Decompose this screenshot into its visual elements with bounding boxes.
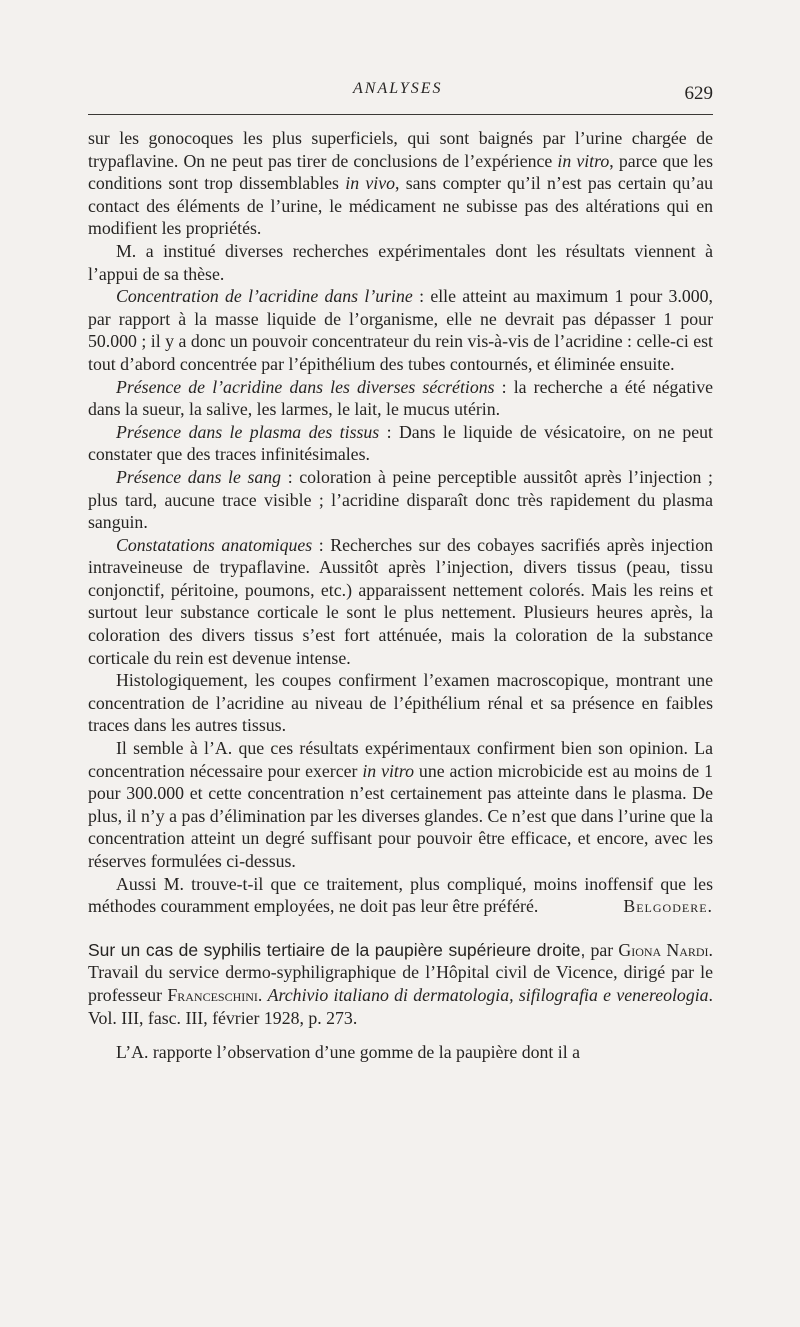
article-professor: Franceschini <box>167 984 258 1005</box>
paragraph-next-article: L’A. rapporte l’observation d’une gomme de la paupière dont il a <box>116 1042 580 1063</box>
article-journal: Archivio italiano di dermatologia, sifilografia e venereologia <box>267 984 709 1005</box>
paragraph-conclusion: Il semble à l’A. que ces résultats expérimentaux confirment bien son opinion. La concentration nécessaire pour exercer in vitro une action microbicide est au moins de 1 pour 300.000 et cette concentration n’est certainement pas atteinte dans le plasma. De plus, il n’y a pas d’élimination par les diverses glandes. Ce n’est que dans l’urine que la concentration atteint un degré suffisant pour pouvoir être efficace, et encore, avec les réserves formulées ci-dessus. <box>88 738 713 871</box>
paragraph-anatomiques: Constatations anatomiques : Recherches sur des cobayes sacrifiés après injection intraveineuse de trypaflavine. Aussitôt après l’injection, divers tissus (peau, tissu conjonctif, péritoine, poumons, etc.) apparaissent nettement colorés. Mais les reins et surtout leur substance corticale le sont le plus nettement. Plusieurs heures après, la coloration des divers tissus s’est fort atténuée, mais la coloration de la substance corticale du rein est devenue intense. <box>88 534 713 668</box>
page-number: 629 <box>684 83 713 104</box>
paragraph-plasma: Présence dans le plasma des tissus : Dans le liquide de vésicatoire, on ne peut constater que des traces infinitésimales. <box>88 421 713 465</box>
paragraph-final: Aussi M. trouve-t-il que ce traitement, plus compliqué, moins inoffensif que les méthodes couramment employées, ne doit pas leur être préféré. Belgodere. <box>88 873 713 917</box>
paragraph-sang: Présence dans le sang : coloration à peine perceptible aussitôt après l’injection ; plus tard, aucune trace visible ; l’acridine disparaît donc très rapidement du plasma sanguin. <box>88 466 713 533</box>
page-body <box>88 127 713 1064</box>
paragraph-secretions: Présence de l’acridine dans les diverses sécrétions : la recherche a été négative dans la sueur, la salive, les larmes, le lait, le mucus utérin. <box>88 376 713 420</box>
paragraph-1: sur les gonocoques les plus superficiels, qui sont baignés par l’urine chargée de trypaflavine. On ne peut pas tirer de conclusions de l’expérience in vitro, parce que les conditions sont trop dissemblables in vivo, sans compter qu’il n’est pas certain qu’au contact des éléments de l’urine, le médicament ne subisse pas des altérations qui en modifient les propriétés. <box>88 128 713 239</box>
paragraph-2: M. a institué diverses recherches expérimentales dont les résultats viennent à l’appui de sa thèse. <box>88 240 713 284</box>
page-header <box>88 80 713 115</box>
running-head: ANALYSES <box>353 80 443 97</box>
article-author: Giona Nardi <box>618 939 709 960</box>
paragraph-concentration: Concentration de l’acridine dans l’urine : elle atteint au maximum 1 pour 3.000, par rapport à la masse liquide de l’organisme, elle ne devrait pas dépasser 1 pour 50.000 ; il y a donc un pouvoir concentrateur du rein vis-à-vis de l’acridine : celle-ci est tout d’abord concentrée par l’épithélium des tubes contournés, et éliminée ensuite. <box>88 286 713 374</box>
signature: Belgodere. <box>623 896 713 917</box>
paragraph-histologie: Histologiquement, les coupes confirment l’examen macroscopique, montrant une concentration de l’acridine au niveau de l’épithélium rénal et sa présence en faibles traces dans les autres tissus. <box>88 670 713 736</box>
article-title: Sur un cas de syphilis tertiaire de la paupière supérieure droite, <box>88 939 586 960</box>
article-entry: Sur un cas de syphilis tertiaire de la paupière supérieure droite, par Giona Nardi. Travail du service dermo-syphiligraphique de l’Hôpital civil de Vicence, dirigé par le professeur Franceschini. Archivio italiano di dermatologia, sifilografia e venereologia. Vol. III, fasc. III, février 1928, p. 273. <box>88 939 713 1028</box>
